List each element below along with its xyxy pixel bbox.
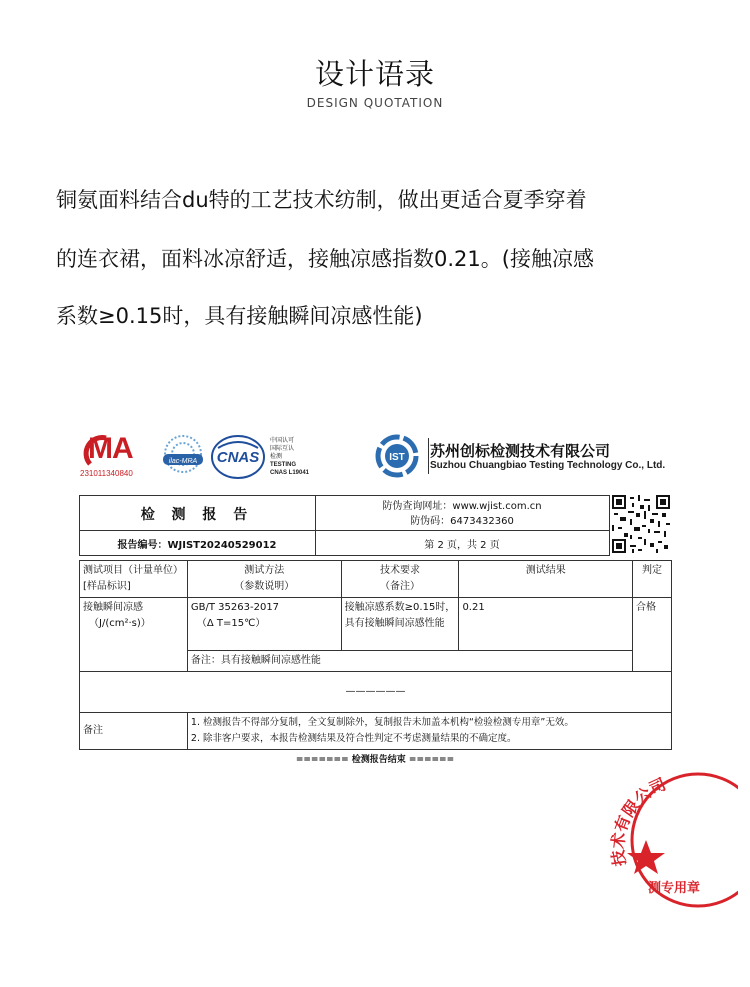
description-line-1: 铜氨面料结合du特的工艺技术纺制，做出更适合夏季穿着 [56, 188, 587, 212]
qr-code-icon [612, 495, 670, 553]
row-item: 接触瞬间凉感 [83, 602, 143, 613]
report-header-rule [79, 530, 609, 531]
page-subtitle: DESIGN QUOTATION [306, 96, 444, 110]
table-separator-row [80, 672, 672, 713]
row-judgement: 合格 [636, 602, 657, 613]
ilac-mra-logo [160, 432, 206, 480]
row-result: 0.21 [462, 602, 485, 613]
header-method-param: （参数说明） [234, 581, 295, 592]
report-number: 报告编号：WJIST20240529012 [117, 540, 277, 551]
ist-logo [375, 434, 419, 478]
separator-line: —————— [345, 686, 406, 697]
company-name-cn: 苏州创标检测技术有限公司 [430, 442, 611, 460]
stamp-bottom-text: 测专用章 [648, 881, 701, 896]
cnas-text: CNAS [216, 449, 260, 466]
row-requirement: 接触凉感系数≥0.15时，具有接触瞬间凉感性能 [344, 602, 456, 629]
cma-logo-text: MA [88, 432, 133, 465]
row-method: GB/T 35263-2017 [190, 602, 280, 613]
page-title: 设计语录 [314, 57, 435, 91]
company-name-en: Suzhou Chuangbiao Testing Technology Co., Ltd. [430, 460, 666, 471]
header-judgement: 判定 [642, 565, 663, 576]
row-method-param: （Δ T=15℃） [196, 618, 266, 629]
table-header-row [80, 561, 672, 598]
remarks-label: 备注 [83, 725, 103, 736]
anti-fake-site: 防伪查询网址：www.wjist.com.cn [382, 501, 542, 512]
cma-number: 231011340840 [80, 469, 133, 478]
header-result: 测试结果 [525, 565, 566, 576]
header-requirement-note: （备注） [380, 581, 421, 592]
stamp-arc-text: 技术有限公司 [608, 774, 669, 868]
ilac-text: ilac-MRA [168, 458, 198, 465]
header-item-sample: [样品标识] [83, 581, 131, 592]
testing-seal-stamp [598, 770, 738, 910]
table-row [80, 598, 672, 651]
anti-fake-info [316, 499, 608, 529]
report-end-marker: ======= 检测报告结束 ====== [295, 755, 455, 765]
page-info: 第 2 页，共 2 页 [424, 540, 500, 551]
header-item: 测试项目（计量单位） [83, 565, 183, 576]
anti-fake-code: 防伪码：6473432360 [410, 516, 514, 527]
ist-text: IST [389, 452, 405, 463]
remark-1: 1. 检测报告不得部分复制，全文复制除外，复制报告未加盖本机构“检验检测专用章”无效。 [190, 717, 574, 728]
remark-2: 2. 除非客户要求，本报告检测结果及符合性判定不考虑测量结果的不确定度。 [190, 733, 517, 744]
row-unit: （J/(cm²·s)） [89, 618, 151, 629]
row-note: 备注：具有接触瞬间凉感性能 [190, 655, 321, 666]
header-method: 测试方法 [244, 565, 285, 576]
report-title: 检 测 报 告 [140, 507, 254, 523]
description-line-3: 系数≥0.15时，具有接触瞬间凉感性能) [56, 304, 423, 328]
description-line-2: 的连衣裙，面料冰凉舒适，接触凉感指数0.21。(接触凉感 [56, 247, 594, 271]
cnas-logo [210, 434, 266, 480]
table-remarks-row [80, 713, 672, 750]
cnas-accreditation-text: 中国认可 国际互认 检测 TESTING CNAS L19041 [270, 438, 310, 476]
test-result-table [79, 560, 672, 750]
header-requirement: 技术要求 [380, 565, 421, 576]
logo-divider [428, 438, 429, 474]
cma-logo [80, 432, 158, 482]
